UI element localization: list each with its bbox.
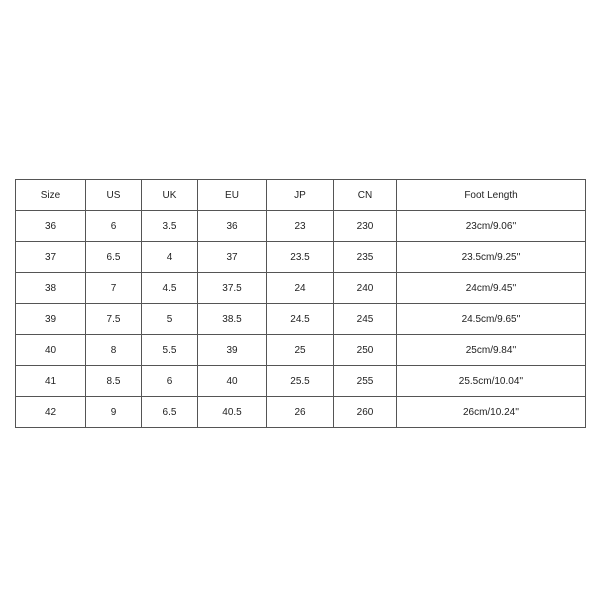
cell-foot-length: 24cm/9.45'' [397,273,586,304]
header-foot-length: Foot Length [397,180,586,211]
cell-size: 40 [16,335,86,366]
cell-uk: 5 [142,304,198,335]
cell-foot-length: 26cm/10.24'' [397,397,586,428]
cell-size: 41 [16,366,86,397]
cell-jp: 24 [267,273,334,304]
table-row [16,335,586,366]
cell-jp: 24.5 [267,304,334,335]
cell-us: 8 [86,335,142,366]
cell-eu: 37 [198,242,267,273]
table-row [16,242,586,273]
cell-eu: 40 [198,366,267,397]
table-row [16,366,586,397]
cell-jp: 23 [267,211,334,242]
cell-foot-length: 24.5cm/9.65'' [397,304,586,335]
cell-us: 6 [86,211,142,242]
header-size: Size [16,180,86,211]
cell-jp: 25 [267,335,334,366]
cell-us: 9 [86,397,142,428]
table-row [16,273,586,304]
cell-cn: 255 [334,366,397,397]
cell-uk: 3.5 [142,211,198,242]
cell-us: 7.5 [86,304,142,335]
cell-jp: 23.5 [267,242,334,273]
cell-size: 36 [16,211,86,242]
header-jp: JP [267,180,334,211]
cell-us: 7 [86,273,142,304]
cell-eu: 36 [198,211,267,242]
table-row [16,397,586,428]
cell-eu: 40.5 [198,397,267,428]
cell-foot-length: 23.5cm/9.25'' [397,242,586,273]
cell-cn: 245 [334,304,397,335]
cell-us: 6.5 [86,242,142,273]
cell-size: 39 [16,304,86,335]
cell-uk: 6.5 [142,397,198,428]
cell-jp: 25.5 [267,366,334,397]
cell-uk: 5.5 [142,335,198,366]
cell-jp: 26 [267,397,334,428]
cell-eu: 38.5 [198,304,267,335]
table-row [16,211,586,242]
header-us: US [86,180,142,211]
cell-cn: 250 [334,335,397,366]
cell-uk: 4.5 [142,273,198,304]
cell-foot-length: 25.5cm/10.04'' [397,366,586,397]
header-uk: UK [142,180,198,211]
cell-uk: 6 [142,366,198,397]
cell-eu: 37.5 [198,273,267,304]
table-row [16,304,586,335]
table-header-row [16,180,586,211]
cell-cn: 260 [334,397,397,428]
cell-size: 38 [16,273,86,304]
cell-size: 37 [16,242,86,273]
cell-cn: 230 [334,211,397,242]
cell-foot-length: 25cm/9.84'' [397,335,586,366]
cell-cn: 235 [334,242,397,273]
header-eu: EU [198,180,267,211]
cell-us: 8.5 [86,366,142,397]
size-chart-table [15,179,586,428]
cell-uk: 4 [142,242,198,273]
cell-foot-length: 23cm/9.06'' [397,211,586,242]
cell-cn: 240 [334,273,397,304]
cell-eu: 39 [198,335,267,366]
header-cn: CN [334,180,397,211]
cell-size: 42 [16,397,86,428]
